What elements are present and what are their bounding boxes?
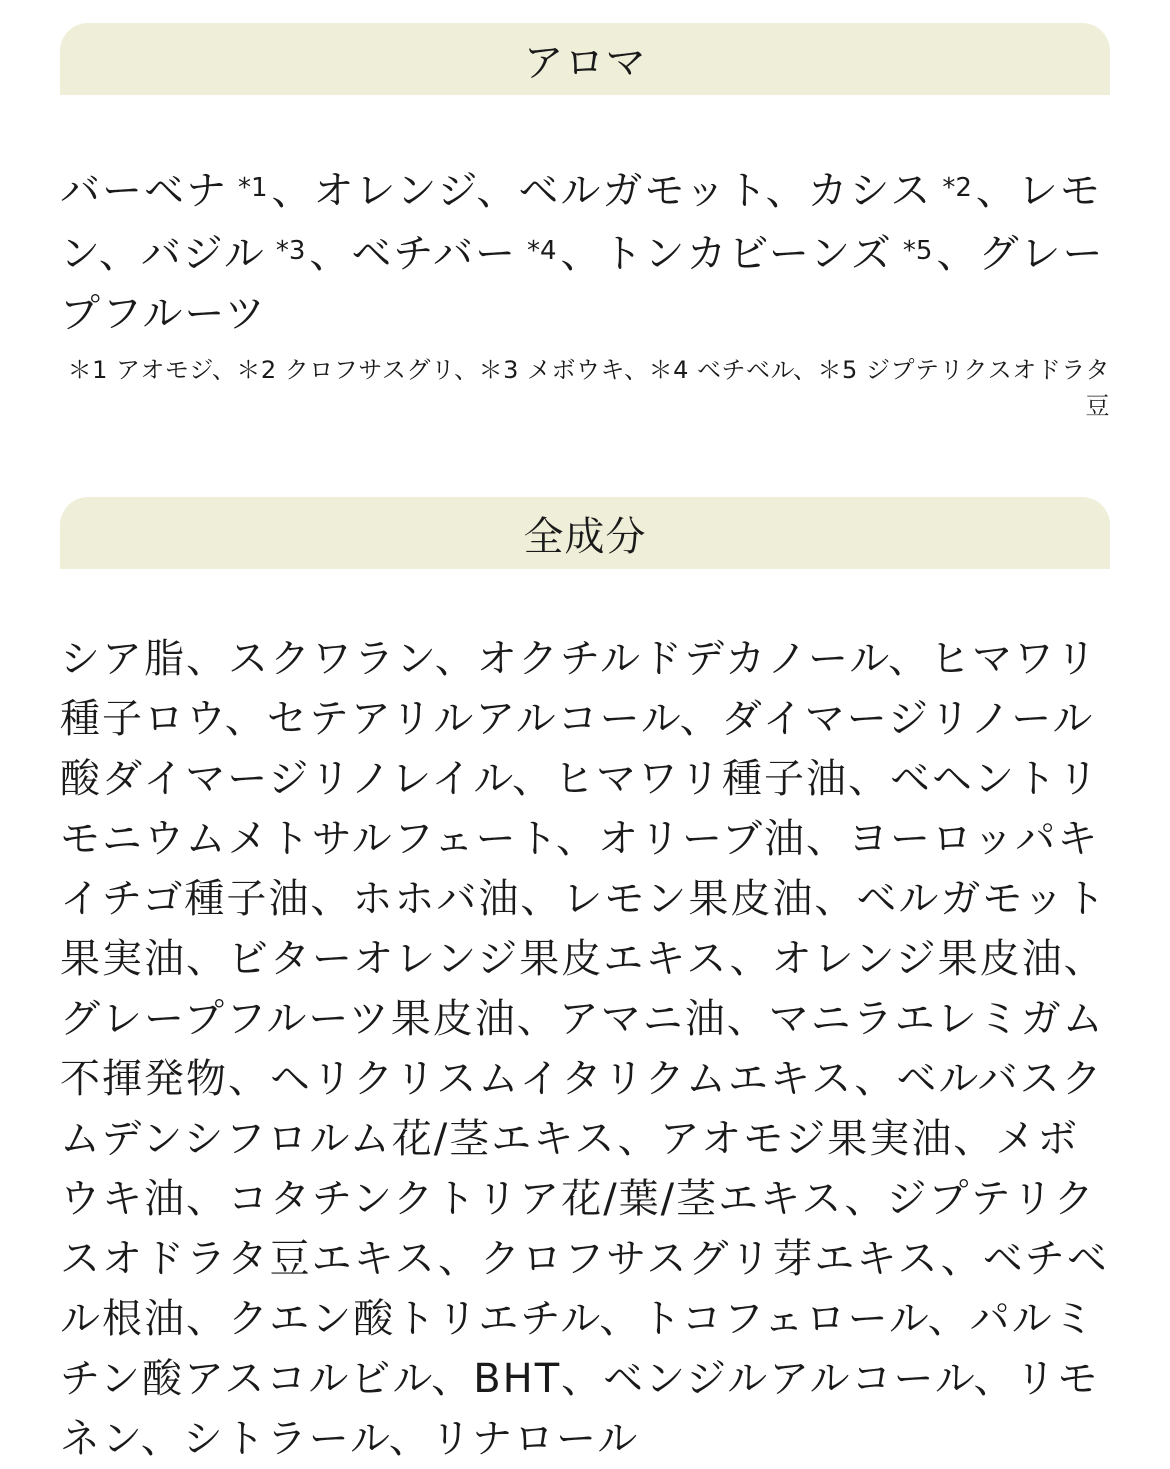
aroma-separator: 、 [765, 168, 808, 214]
aroma-item: オレンジ [313, 168, 477, 214]
aroma-list [60, 158, 1110, 344]
aroma-separator: 、 [936, 231, 979, 277]
aroma-item: グレープフルーツ [60, 231, 1105, 337]
aroma-separator: 、 [271, 168, 314, 214]
ingredients-list: シア脂、スクワラン、オクチルドデカノール、ヒマワリ種子ロウ、セテアリルアルコール、ダイマージリノール酸ダイマージリノレイル、ヒマワリ種子油、ベヘントリモニウムメトサルフェート、オリーブ油、ヨーロッパキイチゴ種子油、ホホバ油、レモン果皮油、ベルガモット果実油、ビターオレンジ果皮エキス、オレンジ果皮油、グレープフルーツ果皮油、アマニ油、マニラエレミガム不揮発物、ヘリクリスムイタリクムエキス、ベルバスクムデンシフロルム花/茎エキス、アオモジ果実油、メボウキ油、コタチンクトリア花/葉/茎エキス、ジプテリクスオドラタ豆エキス、クロフサスグリ芽エキス、ベチベル根油、クエン酸トリエチル、トコフェロール、パルミチン酸アスコルビル、BHT、ベンジルアルコール、リモネン、シトラール、リナロール [60, 636, 1109, 1462]
aroma-item: トンカビーンズ [602, 231, 893, 277]
aroma-footnote-marker: *3 [275, 236, 306, 266]
aroma-separator: 、 [476, 168, 519, 214]
ingredients-header: 全成分 [60, 497, 1110, 569]
aroma-item: レモン [60, 168, 1102, 277]
ingredients-section [60, 497, 1110, 1469]
aroma-separator: 、 [560, 231, 603, 277]
aroma-item: ベルガモット [518, 168, 766, 214]
aroma-footnote-marker: *4 [526, 236, 557, 266]
aroma-item: カシス [807, 168, 933, 214]
aroma-section [60, 23, 1110, 424]
aroma-separator: 、 [309, 231, 352, 277]
aroma-item: バーベナ [60, 168, 228, 214]
aroma-separator: 、 [975, 168, 1018, 214]
aroma-item: バジル [140, 231, 266, 277]
aroma-separator: 、 [98, 231, 141, 277]
aroma-footnote-marker: *5 [902, 236, 933, 266]
aroma-item: ベチバー [351, 231, 517, 277]
aroma-footnote-marker: *2 [942, 173, 972, 203]
aroma-header: アロマ [60, 23, 1110, 95]
aroma-footnote: ＊1 アオモジ、＊2 クロフサスグリ、＊3 メボウキ、＊4 ベチベル、＊5 ジプテリクスオドラタ豆 [67, 356, 1110, 420]
aroma-footnote-marker: *1 [238, 173, 268, 203]
